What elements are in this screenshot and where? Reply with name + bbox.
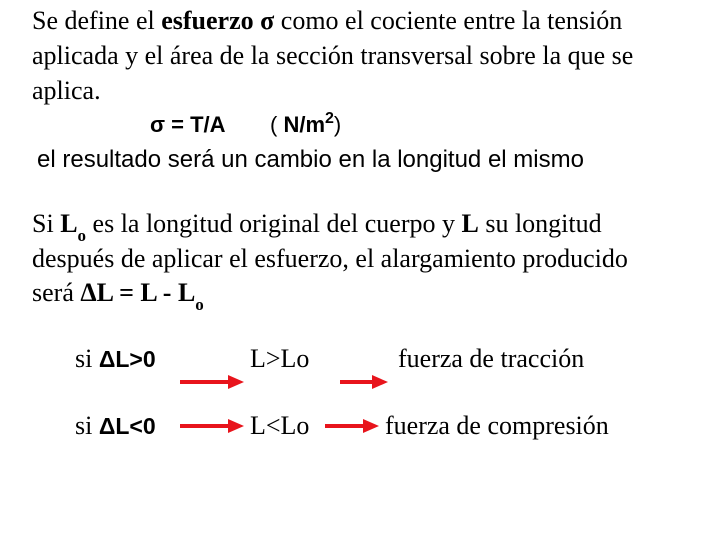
paragraph2-line-3 (32, 278, 204, 314)
arrow-right-icon (180, 370, 244, 394)
units-base: N/m (283, 112, 326, 137)
case-1-result: fuerza de tracción (398, 344, 585, 373)
definition-line-2: aplicada y el área de la sección transversal sobre la que se (32, 41, 634, 70)
p2-line3-sub: o (195, 295, 204, 314)
definition-rest: como el cociente entre la tensión (274, 6, 623, 35)
units-exponent: 2 (325, 110, 334, 127)
units-open: ( (270, 112, 284, 137)
stress-units (270, 110, 341, 143)
case-2-si: si (75, 411, 99, 440)
stress-formula: σ = T/A (150, 112, 226, 137)
case-2-comparison: L<Lo (250, 411, 310, 440)
result-line: el resultado será un cambio en la longitud el mismo (37, 146, 584, 173)
p2-lo-sub: o (77, 226, 87, 245)
p2-si: Si (32, 209, 61, 238)
paragraph2-line-2: después de aplicar el esfuerzo, el alargamiento producido (32, 244, 628, 273)
p2-line3-pre: será (32, 278, 81, 307)
p2-line1-rest: es la longitud original del cuerpo y (86, 209, 462, 238)
case-2-condition (75, 411, 156, 441)
units-close: ) (333, 112, 342, 137)
case-1-comparison: L>Lo (250, 344, 310, 373)
paragraph2-line-1 (32, 209, 602, 245)
p2-lo-L: L (60, 209, 78, 238)
p2-line1-end: su longitud (478, 209, 602, 238)
arrow-right-icon (180, 414, 244, 438)
case-2-delta: ΔL<0 (98, 413, 156, 439)
p2-line3-formula: ΔL = L - L (80, 278, 196, 307)
p2-L: L (461, 209, 479, 238)
definition-term: esfuerzo σ (161, 6, 275, 35)
case-1-condition (75, 344, 156, 374)
case-2-result: fuerza de compresión (385, 411, 609, 440)
definition-line-1 (32, 6, 622, 36)
arrow-right-icon (325, 414, 379, 438)
case-1-delta: ΔL>0 (98, 346, 156, 372)
case-1-si: si (75, 344, 99, 373)
arrow-right-icon (340, 370, 388, 394)
definition-line-3: aplica. (32, 76, 101, 105)
definition-intro: Se define el (32, 6, 162, 35)
